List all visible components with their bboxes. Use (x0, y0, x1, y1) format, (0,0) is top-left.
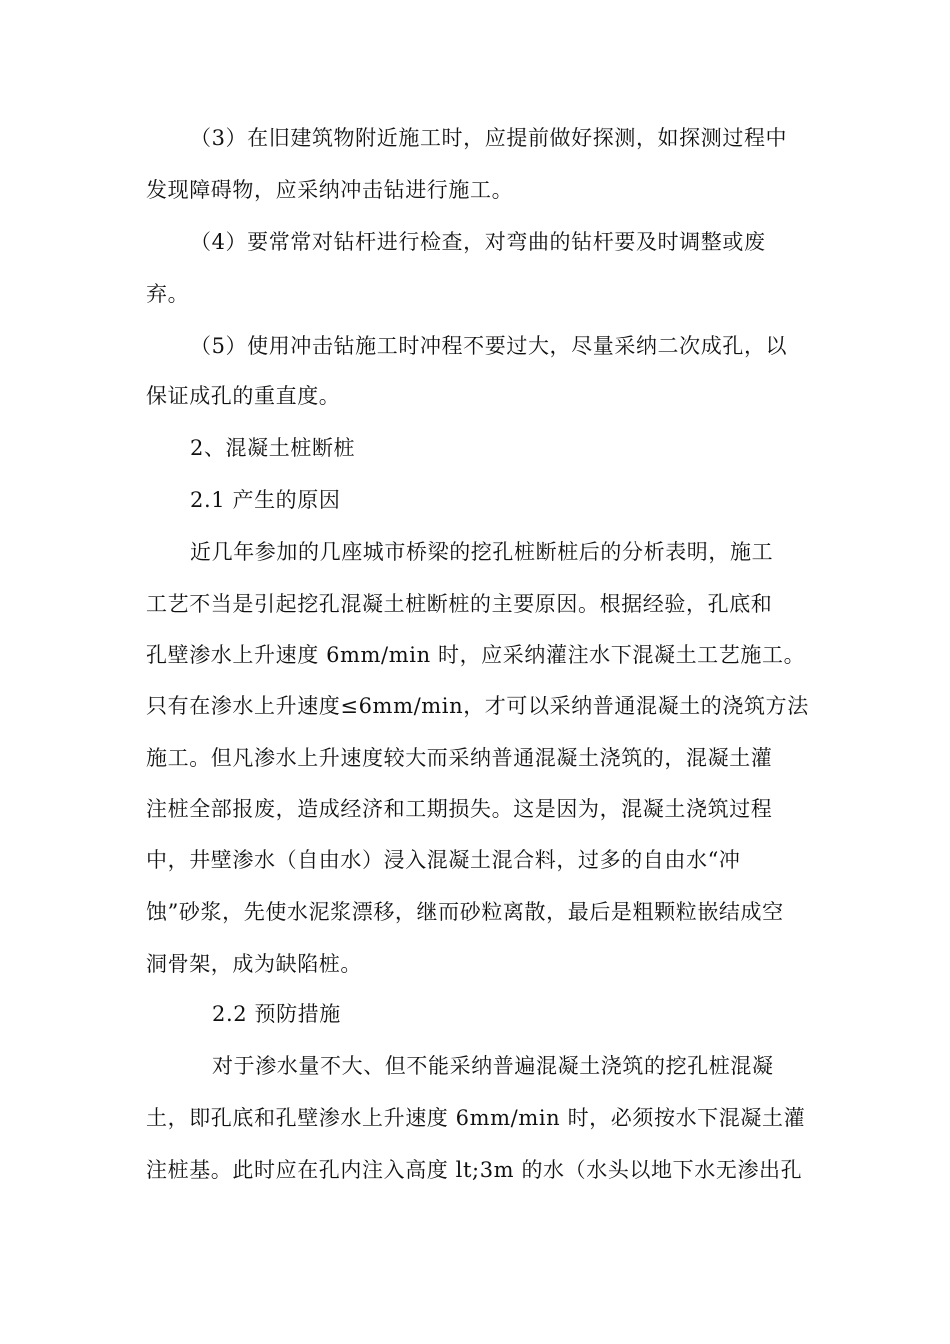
paragraph-4-line-2: 弃。 (146, 282, 190, 306)
paragraph-2-1-line-9: 洞骨架，成为缺陷桩。 (146, 952, 362, 976)
paragraph-5-line-2: 保证成孔的重直度。 (146, 384, 341, 408)
paragraph-2-1-line-4: 只有在渗水上升速度≤6mm/min，才可以采纳普通混凝土的浇筑方法 (146, 694, 809, 718)
section-heading-2: 2、混凝土桩断桩 (190, 436, 356, 460)
paragraph-2-2-line-2: 土，即孔底和孔壁渗水上升速度 6mm/min 时，必须按水下混凝土灌 (146, 1106, 806, 1130)
paragraph-5-line-1: （5）使用冲击钻施工时冲程不要过大，尽量采纳二次成孔，以 (190, 334, 788, 358)
section-heading-2-1: 2.1 产生的原因 (190, 488, 341, 512)
paragraph-2-1-line-5: 施工。但凡渗水上升速度较大而采纳普通混凝土浇筑的，混凝土灌 (146, 746, 773, 770)
section-heading-2-2: 2.2 预防措施 (212, 1002, 341, 1026)
paragraph-2-2-line-3: 注桩基。此时应在孔内注入高度 lt;3m 的水（水头以地下水无渗出孔 (146, 1158, 803, 1182)
paragraph-2-1-line-1: 近几年参加的几座城市桥梁的挖孔桩断桩后的分析表明，施工 (190, 540, 774, 564)
paragraph-2-1-line-7: 中，井壁渗水（自由水）浸入混凝土混合料，过多的自由水“冲 (146, 848, 741, 872)
paragraph-3-line-2: 发现障碍物，应采纳冲击钻进行施工。 (146, 178, 514, 202)
paragraph-2-1-line-2: 工艺不当是引起挖孔混凝土桩断桩的主要原因。根据经验，孔底和 (146, 592, 773, 616)
paragraph-2-1-line-3: 孔壁渗水上升速度 6mm/min 时，应采纳灌注水下混凝土工艺施工。 (146, 643, 806, 667)
paragraph-3-line-1: （3）在旧建筑物附近施工时，应提前做好探测，如探测过程中 (190, 126, 788, 150)
paragraph-2-1-line-8: 蚀”砂浆，先使水泥浆漂移，继而砂粒离散，最后是粗颗粒嵌结成空 (146, 900, 784, 924)
paragraph-4-line-1: （4）要常常对钻杆进行检查，对弯曲的钻杆要及时调整或废 (190, 230, 766, 254)
paragraph-2-2-line-1: 对于渗水量不大、但不能采纳普遍混凝土浇筑的挖孔桩混凝 (212, 1054, 774, 1078)
paragraph-2-1-line-6: 注桩全部报废，造成经济和工期损失。这是因为，混凝土浇筑过程 (146, 797, 773, 821)
